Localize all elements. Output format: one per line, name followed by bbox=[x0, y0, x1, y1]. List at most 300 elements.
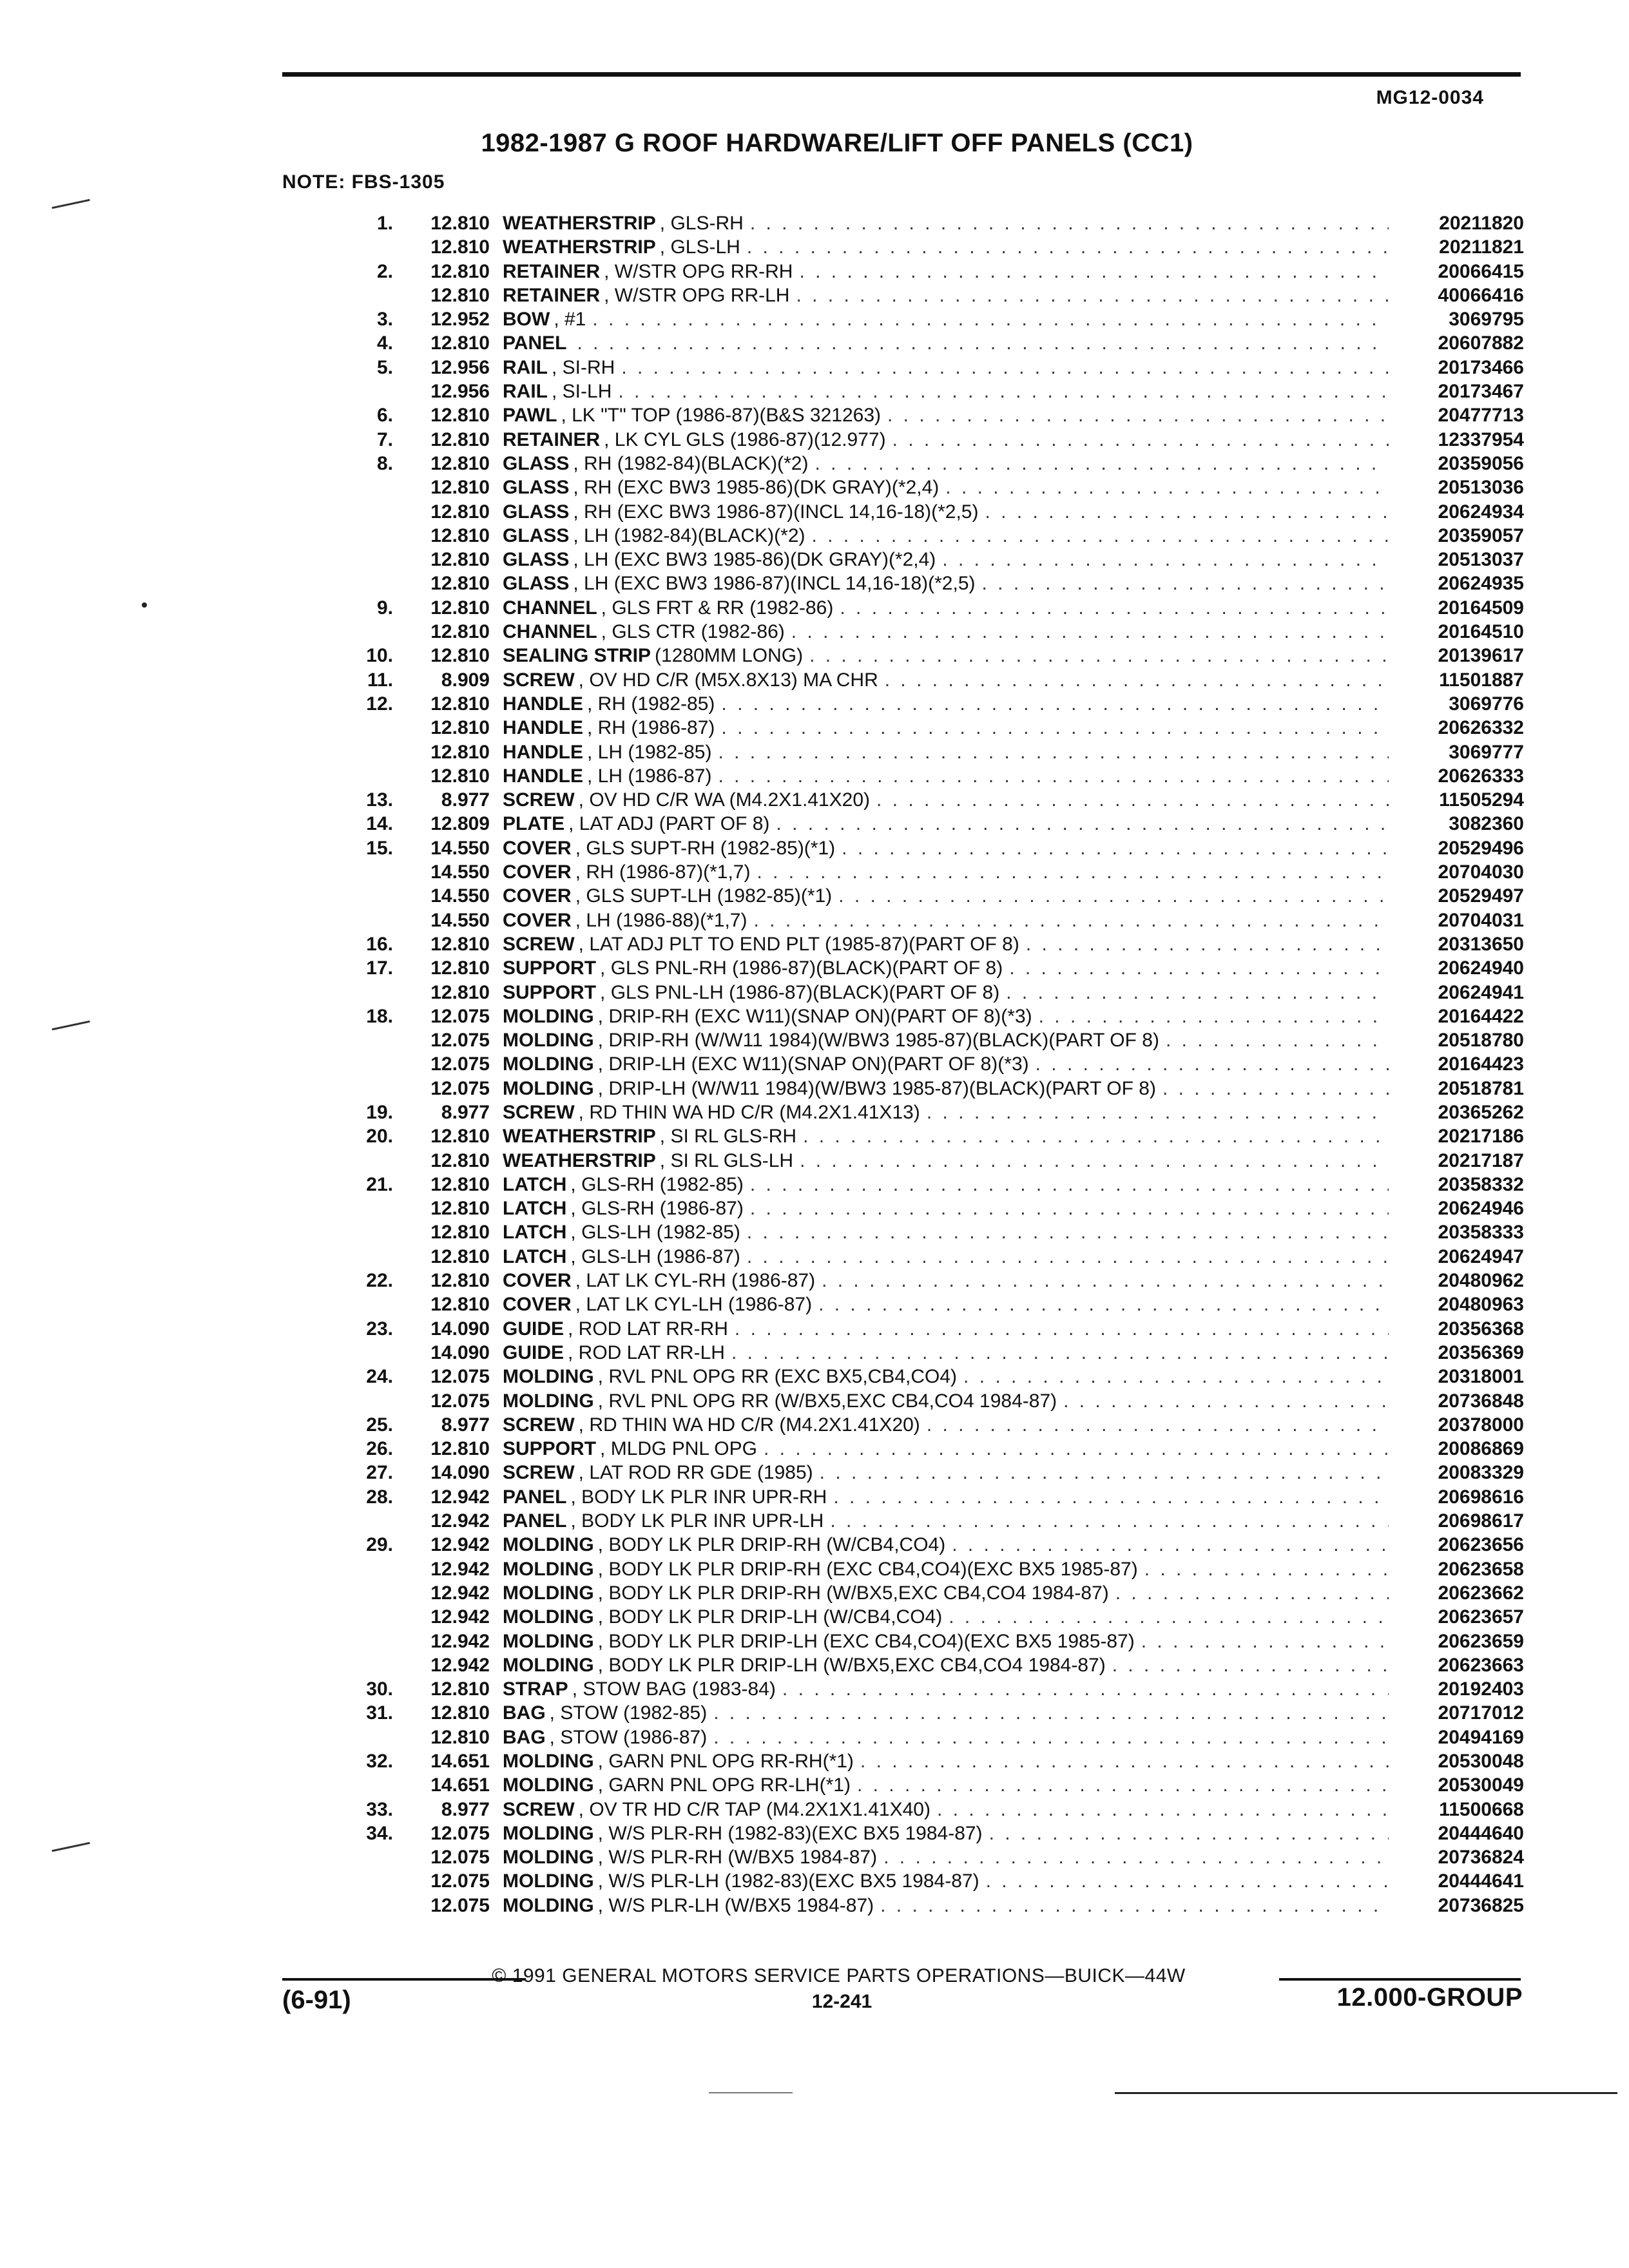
dot-leader bbox=[927, 1102, 1389, 1124]
part-description: , W/S PLR-LH (W/BX5 1984-87) bbox=[597, 1894, 874, 1916]
dot-leader bbox=[952, 1534, 1389, 1556]
group-number: 12.075 bbox=[430, 1847, 490, 1869]
part-row bbox=[303, 477, 1524, 501]
part-row bbox=[303, 309, 1524, 332]
part-description: , #1 bbox=[554, 309, 586, 331]
group-number: 14.651 bbox=[430, 1751, 490, 1772]
dot-leader bbox=[857, 1774, 1389, 1796]
part-name: PLATE bbox=[503, 813, 565, 835]
part-number: 20164422 bbox=[1438, 1005, 1524, 1027]
part-row bbox=[303, 838, 1524, 861]
part-name: GLASS bbox=[503, 501, 570, 523]
item-number: 5. bbox=[376, 356, 393, 378]
part-name: PANEL bbox=[503, 332, 567, 354]
part-number: 20192403 bbox=[1438, 1678, 1524, 1700]
part-row bbox=[303, 1582, 1524, 1606]
group-number: 8.977 bbox=[441, 1798, 490, 1820]
part-name: MOLDING bbox=[503, 1894, 594, 1916]
part-number: 20624946 bbox=[1438, 1198, 1524, 1220]
part-description: , BODY LK PLR DRIP-RH (W/BX5,EXC CB4,CO4 1984-87) bbox=[597, 1582, 1109, 1604]
dot-leader bbox=[753, 910, 1389, 932]
part-number: 20704031 bbox=[1438, 909, 1524, 931]
part-description: , STOW BAG (1983-84) bbox=[572, 1678, 776, 1700]
part-name: GLASS bbox=[503, 549, 570, 571]
group-number: 14.651 bbox=[430, 1774, 490, 1796]
part-number: 20211821 bbox=[1439, 236, 1524, 258]
part-number: 20607882 bbox=[1438, 332, 1524, 354]
dot-leader bbox=[791, 621, 1389, 643]
dot-leader bbox=[618, 381, 1389, 403]
dot-leader bbox=[892, 429, 1389, 451]
dot-leader bbox=[750, 213, 1389, 235]
group-number: 14.090 bbox=[430, 1341, 490, 1363]
item-number: 10. bbox=[366, 645, 393, 667]
group-number: 12.075 bbox=[430, 1870, 490, 1892]
group-number: 8.977 bbox=[441, 789, 490, 811]
item-number: 27. bbox=[366, 1462, 393, 1484]
item-number: 23. bbox=[366, 1318, 393, 1340]
group-number: 12.942 bbox=[430, 1582, 490, 1604]
group-number: 12.810 bbox=[430, 933, 490, 955]
part-name: CHANNEL bbox=[503, 597, 597, 619]
part-description: (1280MM LONG) bbox=[655, 645, 804, 667]
part-number: 20480962 bbox=[1438, 1270, 1524, 1292]
dot-leader bbox=[747, 1222, 1389, 1244]
part-name: MOLDING bbox=[503, 1558, 594, 1580]
group-number: 12.810 bbox=[430, 1294, 490, 1316]
top-rule bbox=[282, 72, 1521, 77]
dot-leader bbox=[1009, 957, 1389, 979]
part-number: 20356368 bbox=[1438, 1318, 1524, 1340]
part-row bbox=[303, 573, 1524, 597]
group-number: 12.810 bbox=[430, 213, 490, 234]
group-number: 12.942 bbox=[430, 1606, 490, 1628]
dot-leader bbox=[721, 693, 1389, 715]
part-description: , DRIP-LH (W/W11 1984)(W/BW3 1985-87)(BLACK)(PART OF 8) bbox=[597, 1077, 1156, 1099]
part-row bbox=[303, 910, 1524, 934]
dot-leader bbox=[747, 1246, 1389, 1268]
page-title: 1982-1987 G ROOF HARDWARE/LIFT OFF PANELS (CC1) bbox=[481, 129, 1193, 157]
part-name: SUPPORT bbox=[503, 1438, 597, 1460]
part-name: MOLDING bbox=[503, 1606, 594, 1628]
dot-leader bbox=[721, 717, 1389, 739]
part-name: PAWL bbox=[503, 405, 557, 427]
part-row bbox=[303, 1823, 1524, 1847]
part-description: , GLS PNL-LH (1986-87)(BLACK)(PART OF 8) bbox=[600, 981, 1000, 1003]
part-row bbox=[303, 1270, 1524, 1294]
group-number: 12.810 bbox=[430, 1173, 490, 1195]
dot-leader bbox=[860, 1751, 1389, 1773]
part-description: , RD THIN WA HD C/R (M4.2X1.41X20) bbox=[578, 1414, 920, 1436]
parts-list bbox=[303, 213, 1524, 1919]
part-row bbox=[303, 813, 1524, 837]
dot-leader bbox=[945, 477, 1389, 499]
group-number: 12.810 bbox=[430, 236, 490, 258]
item-number: 26. bbox=[366, 1438, 393, 1460]
dot-leader bbox=[880, 1895, 1389, 1917]
group-number: 8.977 bbox=[441, 1414, 490, 1436]
dot-leader bbox=[747, 236, 1389, 258]
item-number: 15. bbox=[366, 837, 393, 859]
part-name: WEATHERSTRIP bbox=[503, 236, 656, 258]
part-row bbox=[303, 1702, 1524, 1726]
part-name: SCREW bbox=[503, 669, 575, 691]
part-description: , OV HD C/R (M5X.8X13) MA CHR bbox=[578, 669, 878, 691]
part-number: 20626333 bbox=[1438, 765, 1524, 787]
part-row bbox=[303, 1510, 1524, 1534]
part-row bbox=[303, 1678, 1524, 1702]
part-row bbox=[303, 261, 1524, 285]
part-description: , RH (1986-87)(*1,7) bbox=[575, 861, 751, 883]
group-number: 12.810 bbox=[430, 957, 490, 979]
part-description: , SI RL GLS-RH bbox=[659, 1126, 797, 1148]
part-row bbox=[303, 742, 1524, 765]
part-description: , RVL PNL OPG RR (EXC BX5,CB4,CO4) bbox=[597, 1366, 958, 1388]
group-number: 12.810 bbox=[430, 573, 490, 595]
group-number: 12.810 bbox=[430, 501, 490, 523]
group-number: 12.810 bbox=[430, 597, 490, 619]
part-number: 20217187 bbox=[1438, 1149, 1524, 1171]
copyright: © 1991 GENERAL MOTORS SERVICE PARTS OPERATIONS—BUICK—44W bbox=[492, 1965, 1186, 1986]
item-number: 17. bbox=[366, 957, 393, 979]
part-name: SEALING STRIP bbox=[503, 645, 651, 667]
group-number: 12.810 bbox=[430, 524, 490, 546]
part-description: , GLS-RH bbox=[659, 213, 744, 234]
part-row bbox=[303, 789, 1524, 813]
part-name: RETAINER bbox=[503, 260, 601, 282]
part-number: 20444641 bbox=[1438, 1870, 1524, 1892]
part-row bbox=[303, 1414, 1524, 1438]
part-number: 20623657 bbox=[1438, 1606, 1524, 1628]
item-number: 8. bbox=[376, 452, 393, 474]
dot-leader bbox=[577, 332, 1389, 354]
dot-leader bbox=[1112, 1655, 1389, 1677]
part-row bbox=[303, 717, 1524, 741]
group-number: 12.810 bbox=[430, 1438, 490, 1460]
dot-leader bbox=[1039, 1006, 1389, 1028]
part-name: GUIDE bbox=[503, 1318, 564, 1340]
part-row bbox=[303, 1078, 1524, 1102]
group-number: 12.810 bbox=[430, 549, 490, 571]
part-row bbox=[303, 549, 1524, 573]
part-number: 20365262 bbox=[1438, 1101, 1524, 1123]
dot-leader bbox=[842, 838, 1389, 860]
dot-leader bbox=[885, 669, 1389, 691]
part-number: 20736824 bbox=[1438, 1847, 1524, 1869]
group-number: 14.090 bbox=[430, 1318, 490, 1340]
part-number: 20173466 bbox=[1438, 356, 1524, 378]
part-description: , RVL PNL OPG RR (W/BX5,EXC CB4,CO4 1984-87) bbox=[597, 1390, 1057, 1412]
part-row bbox=[303, 1631, 1524, 1655]
part-name: SUPPORT bbox=[503, 957, 597, 979]
footer-rule-right bbox=[1279, 1978, 1521, 1981]
item-number: 19. bbox=[366, 1101, 393, 1123]
part-name: SCREW bbox=[503, 1101, 575, 1123]
part-description: , LAT LK CYL-LH (1986-87) bbox=[575, 1294, 813, 1316]
part-row bbox=[303, 1559, 1524, 1582]
part-row bbox=[303, 693, 1524, 717]
group-number: 12.942 bbox=[430, 1486, 490, 1508]
part-description: , GLS FRT & RR (1982-86) bbox=[601, 597, 834, 619]
part-description: , MLDG PNL OPG bbox=[600, 1438, 757, 1460]
part-name: RAIL bbox=[503, 381, 548, 403]
group-number: 12.075 bbox=[430, 1390, 490, 1412]
item-number: 29. bbox=[366, 1534, 393, 1556]
part-row bbox=[303, 1799, 1524, 1823]
group-number: 12.075 bbox=[430, 1366, 490, 1388]
part-number: 20173467 bbox=[1438, 381, 1524, 403]
part-row bbox=[303, 213, 1524, 236]
dot-leader bbox=[718, 765, 1389, 787]
group-number: 12.810 bbox=[430, 1678, 490, 1700]
item-number: 11. bbox=[367, 669, 393, 691]
part-description: , LH (EXC BW3 1985-86)(DK GRAY)(*2,4) bbox=[573, 549, 936, 571]
part-number: 20698616 bbox=[1438, 1486, 1524, 1508]
part-number: 20164509 bbox=[1438, 597, 1524, 619]
part-number: 20529496 bbox=[1438, 837, 1524, 859]
dot-leader bbox=[713, 1702, 1389, 1724]
part-row bbox=[303, 1174, 1524, 1198]
part-row bbox=[303, 885, 1524, 909]
part-number: 20211820 bbox=[1439, 213, 1524, 234]
group-number: 12.810 bbox=[430, 284, 490, 306]
part-row bbox=[303, 1198, 1524, 1222]
part-name: SCREW bbox=[503, 933, 575, 955]
part-row bbox=[303, 1150, 1524, 1174]
part-number: 11500668 bbox=[1439, 1798, 1524, 1820]
group-number: 12.810 bbox=[430, 1245, 490, 1267]
dot-leader bbox=[949, 1606, 1389, 1628]
part-row bbox=[303, 1751, 1524, 1774]
item-number: 16. bbox=[366, 933, 393, 955]
group-number: 12.809 bbox=[430, 813, 490, 835]
part-name: STRAP bbox=[503, 1678, 568, 1700]
part-name: GLASS bbox=[503, 452, 570, 474]
part-row bbox=[303, 1342, 1524, 1366]
part-description: , LAT ADJ (PART OF 8) bbox=[568, 813, 770, 835]
group-number: 12.075 bbox=[430, 1822, 490, 1844]
part-description: , GLS-LH (1982-85) bbox=[570, 1222, 740, 1244]
part-name: SCREW bbox=[503, 1798, 575, 1820]
item-number: 25. bbox=[366, 1414, 393, 1436]
item-number: 3. bbox=[376, 309, 393, 331]
part-number: 20356369 bbox=[1438, 1341, 1524, 1363]
part-row bbox=[303, 1462, 1524, 1486]
part-number: 20736825 bbox=[1438, 1894, 1524, 1916]
part-description: , LH (1986-88)(*1,7) bbox=[575, 909, 747, 931]
date-code: (6-91) bbox=[282, 1986, 351, 2014]
part-description: , LH (1982-84)(BLACK)(*2) bbox=[573, 524, 805, 546]
item-number: 32. bbox=[366, 1751, 393, 1772]
part-row bbox=[303, 1655, 1524, 1678]
item-number: 21. bbox=[366, 1173, 393, 1195]
dot-leader bbox=[1166, 1030, 1389, 1052]
part-name: LATCH bbox=[503, 1173, 567, 1195]
part-number: 20518780 bbox=[1438, 1030, 1524, 1052]
part-number: 20083329 bbox=[1438, 1462, 1524, 1484]
dot-leader bbox=[982, 573, 1389, 595]
part-row bbox=[303, 1006, 1524, 1030]
group-number: 12.810 bbox=[430, 428, 490, 450]
part-row bbox=[303, 645, 1524, 669]
part-name: COVER bbox=[503, 909, 572, 931]
group-number: 12.075 bbox=[430, 1894, 490, 1916]
part-name: HANDLE bbox=[503, 717, 583, 739]
part-row bbox=[303, 1534, 1524, 1558]
group-number: 12.075 bbox=[430, 1005, 490, 1027]
dot-leader bbox=[718, 742, 1389, 764]
part-name: COVER bbox=[503, 1270, 572, 1292]
part-row bbox=[303, 525, 1524, 549]
part-row bbox=[303, 236, 1524, 260]
group-number: 12.810 bbox=[430, 477, 490, 499]
part-number: 3069795 bbox=[1449, 309, 1524, 331]
part-number: 20359056 bbox=[1438, 452, 1524, 474]
dot-leader bbox=[803, 1126, 1389, 1148]
part-row bbox=[303, 1727, 1524, 1751]
part-number: 20358332 bbox=[1438, 1173, 1524, 1195]
group-number: 12.942 bbox=[430, 1630, 490, 1652]
part-row bbox=[303, 405, 1524, 428]
dot-leader bbox=[840, 597, 1389, 619]
group-number: 12.956 bbox=[430, 356, 490, 378]
item-number: 7. bbox=[376, 428, 393, 450]
part-number: 20518781 bbox=[1438, 1077, 1524, 1099]
reference-code: MG12-0034 bbox=[1376, 87, 1484, 108]
part-number: 20736848 bbox=[1438, 1390, 1524, 1412]
group-number: 8.909 bbox=[441, 669, 490, 691]
item-number: 18. bbox=[366, 1005, 393, 1027]
part-row bbox=[303, 669, 1524, 693]
part-description: , ROD LAT RR-LH bbox=[568, 1341, 725, 1363]
part-description: , RD THIN WA HD C/R (M4.2X1.41X13) bbox=[578, 1101, 920, 1123]
part-number: 3069776 bbox=[1449, 693, 1524, 715]
part-description: , W/STR OPG RR-RH bbox=[604, 260, 793, 282]
part-name: MOLDING bbox=[503, 1630, 594, 1652]
dot-leader bbox=[800, 1150, 1389, 1172]
dot-leader bbox=[1144, 1559, 1389, 1581]
dot-leader bbox=[1026, 934, 1389, 956]
part-description: , GLS-RH (1986-87) bbox=[570, 1198, 744, 1220]
group-number: 14.550 bbox=[430, 909, 490, 931]
item-number: 28. bbox=[366, 1486, 393, 1508]
dot-leader bbox=[833, 1486, 1389, 1508]
part-number: 20477713 bbox=[1438, 405, 1524, 427]
part-name: COVER bbox=[503, 1294, 572, 1316]
part-description: , GLS SUPT-RH (1982-85)(*1) bbox=[575, 837, 836, 859]
part-row bbox=[303, 453, 1524, 477]
part-row bbox=[303, 1847, 1524, 1870]
part-number: 20513036 bbox=[1438, 477, 1524, 499]
part-name: SCREW bbox=[503, 1414, 575, 1436]
dot-leader bbox=[731, 1342, 1389, 1364]
dot-leader bbox=[887, 405, 1389, 427]
group-number: 12.810 bbox=[430, 332, 490, 354]
part-number: 20623659 bbox=[1438, 1630, 1524, 1652]
group-number: 12.810 bbox=[430, 1149, 490, 1171]
part-number: 20444640 bbox=[1438, 1822, 1524, 1844]
part-row bbox=[303, 1438, 1524, 1462]
part-number: 20066415 bbox=[1438, 260, 1524, 282]
part-number: 20164510 bbox=[1438, 621, 1524, 643]
group-number: 12.952 bbox=[430, 309, 490, 331]
group-number: 12.075 bbox=[430, 1030, 490, 1052]
part-description: , W/S PLR-LH (1982-83)(EXC BX5 1984-87) bbox=[597, 1870, 979, 1892]
part-name: BAG bbox=[503, 1702, 546, 1724]
part-description: , W/S PLR-RH (W/BX5 1984-87) bbox=[597, 1847, 878, 1869]
part-row bbox=[303, 1895, 1524, 1919]
item-number: 31. bbox=[366, 1702, 393, 1724]
scan-mark bbox=[52, 199, 90, 209]
part-row bbox=[303, 1774, 1524, 1798]
part-description: , BODY LK PLR DRIP-LH (W/BX5,EXC CB4,CO4 1984-87) bbox=[597, 1654, 1106, 1676]
part-row bbox=[303, 1606, 1524, 1630]
group-number: 12.810 bbox=[430, 741, 490, 763]
part-row bbox=[303, 381, 1524, 405]
part-description: , BODY LK PLR DRIP-RH (W/CB4,CO4) bbox=[597, 1534, 946, 1556]
part-row bbox=[303, 597, 1524, 621]
group-number: 12.810 bbox=[430, 260, 490, 282]
part-number: 20624934 bbox=[1438, 501, 1524, 523]
part-name: CHANNEL bbox=[503, 621, 597, 643]
part-number: 20530049 bbox=[1438, 1774, 1524, 1796]
part-description: , RH (1982-85) bbox=[587, 693, 715, 715]
group-number: 12.942 bbox=[430, 1510, 490, 1532]
dot-leader bbox=[757, 861, 1389, 883]
part-name: HANDLE bbox=[503, 741, 583, 763]
dot-leader bbox=[592, 309, 1389, 331]
dot-leader bbox=[838, 885, 1389, 907]
part-row bbox=[303, 957, 1524, 981]
part-number: 12337954 bbox=[1438, 428, 1524, 450]
part-description: , W/STR OPG RR-LH bbox=[604, 284, 790, 306]
part-number: 20313650 bbox=[1438, 933, 1524, 955]
group-number: 12.942 bbox=[430, 1558, 490, 1580]
part-number: 20086869 bbox=[1438, 1438, 1524, 1460]
dot-leader bbox=[876, 789, 1389, 811]
part-description: , GLS-LH (1986-87) bbox=[570, 1245, 740, 1267]
part-row bbox=[303, 934, 1524, 957]
part-description: , BODY LK PLR DRIP-RH (EXC CB4,CO4)(EXC BX5 1985-87) bbox=[597, 1558, 1138, 1580]
item-number: 9. bbox=[376, 597, 393, 619]
group-number: 12.810 bbox=[430, 621, 490, 643]
part-number: 20623656 bbox=[1438, 1534, 1524, 1556]
part-name: RETAINER bbox=[503, 428, 601, 450]
scan-mark bbox=[52, 1842, 90, 1852]
dot-leader bbox=[830, 1510, 1389, 1532]
part-name: WEATHERSTRIP bbox=[503, 213, 656, 234]
dot-leader bbox=[985, 501, 1389, 523]
group-number: 12.810 bbox=[430, 981, 490, 1003]
dot-leader bbox=[621, 357, 1389, 379]
part-number: 20530048 bbox=[1438, 1751, 1524, 1772]
part-name: BAG bbox=[503, 1726, 546, 1748]
dot-leader bbox=[812, 525, 1389, 547]
part-description: , DRIP-RH (EXC W11)(SNAP ON)(PART OF 8)(*3) bbox=[597, 1005, 1032, 1027]
part-name: GLASS bbox=[503, 477, 570, 499]
dot-leader bbox=[1141, 1631, 1389, 1653]
part-name: HANDLE bbox=[503, 693, 583, 715]
dot-leader bbox=[986, 1870, 1389, 1892]
part-number: 20164423 bbox=[1438, 1053, 1524, 1075]
part-number: 20494169 bbox=[1438, 1726, 1524, 1748]
part-name: GLASS bbox=[503, 524, 570, 546]
group-number: 12.810 bbox=[430, 717, 490, 739]
group-number: 12.956 bbox=[430, 381, 490, 403]
part-number: 20623663 bbox=[1438, 1654, 1524, 1676]
part-name: PANEL bbox=[503, 1486, 567, 1508]
part-description: , LH (EXC BW3 1986-87)(INCL 14,16-18)(*2,5) bbox=[573, 573, 976, 595]
